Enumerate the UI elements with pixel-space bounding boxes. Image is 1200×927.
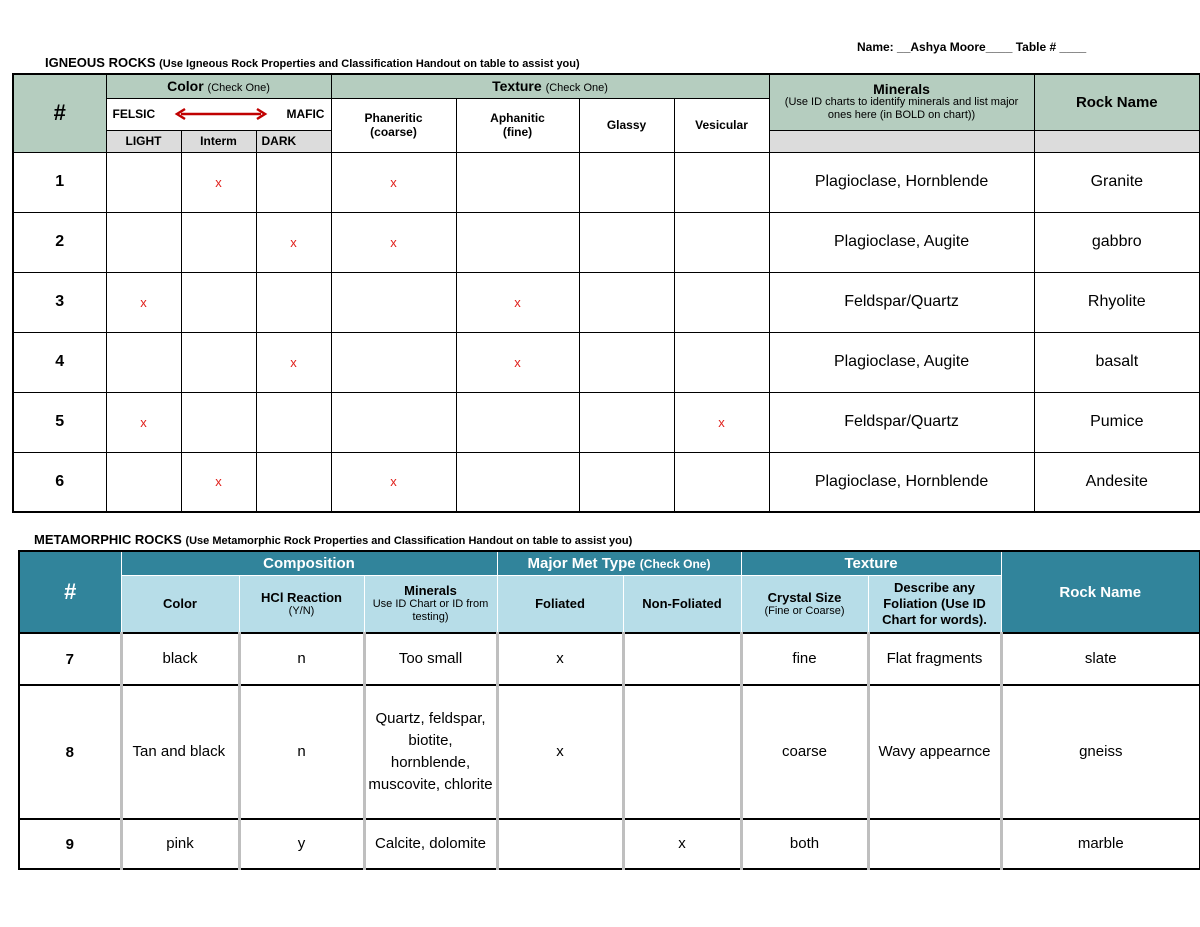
igneous-section-title (45, 55, 580, 70)
metamorphic-row-number: 7 (19, 633, 121, 685)
igneous-check-phan: x (331, 152, 456, 212)
minerals-blank-cell (769, 130, 1034, 152)
metamorphic-row-number: 9 (19, 819, 121, 869)
hcl-header: HCl Reaction (Y/N) (239, 575, 364, 633)
igneous-row (13, 452, 1200, 512)
metamorphic-rockname-header: Rock Name (1001, 551, 1200, 633)
describe-foliation-header: Describe any Foliation (Use ID Chart for words). (868, 575, 1001, 633)
igneous-check-phan (331, 272, 456, 332)
igneous-check-ves (674, 452, 769, 512)
igneous-check-glassy (579, 272, 674, 332)
metamorphic-color-cell: black (121, 633, 239, 685)
metamorphic-foliated-cell: x (497, 633, 623, 685)
aphanitic-header: Aphanitic (fine) (456, 98, 579, 152)
vesicular-header: Vesicular (674, 98, 769, 152)
metamorphic-crystal-cell: coarse (741, 685, 868, 819)
metamorphic-foliated-cell: x (497, 685, 623, 819)
felsic-label: FELSIC (112, 107, 156, 121)
igneous-check-aphan: x (456, 272, 579, 332)
igneous-color-header: Color (Check One) (106, 74, 331, 98)
rockname-blank-cell (1034, 130, 1200, 152)
igneous-check-aphan: x (456, 332, 579, 392)
metamorphic-non-foliated-cell: x (623, 819, 741, 869)
metamorphic-row (19, 819, 1200, 869)
foliated-header: Foliated (497, 575, 623, 633)
igneous-check-phan: x (331, 452, 456, 512)
color-header: Color (121, 575, 239, 633)
igneous-check-interm (181, 212, 256, 272)
igneous-check-phan (331, 392, 456, 452)
glassy-header: Glassy (579, 98, 674, 152)
crystal-size-header: Crystal Size (Fine or Coarse) (741, 575, 868, 633)
igneous-minerals-cell: Plagioclase, Augite (769, 332, 1034, 392)
igneous-minerals-cell: Plagioclase, Augite (769, 212, 1034, 272)
igneous-check-ves: x (674, 392, 769, 452)
igneous-check-dark (256, 452, 331, 512)
light-header: LIGHT (106, 130, 181, 152)
igneous-check-glassy (579, 152, 674, 212)
metamorphic-minerals-cell: Calcite, dolomite (364, 819, 497, 869)
igneous-row (13, 332, 1200, 392)
igneous-rockname-cell: Rhyolite (1034, 272, 1200, 332)
igneous-rockname-cell: basalt (1034, 332, 1200, 392)
igneous-check-interm (181, 392, 256, 452)
igneous-note: (Use Igneous Rock Properties and Classification Handout on table to assist you) (159, 58, 580, 70)
igneous-check-interm (181, 332, 256, 392)
metamorphic-hcl-cell: y (239, 819, 364, 869)
metamorphic-crystal-cell: fine (741, 633, 868, 685)
metamorphic-row (19, 633, 1200, 685)
igneous-rockname-cell: Andesite (1034, 452, 1200, 512)
igneous-check-light (106, 452, 181, 512)
igneous-check-dark: x (256, 332, 331, 392)
igneous-check-ves (674, 272, 769, 332)
metamorphic-hcl-cell: n (239, 633, 364, 685)
metamorphic-title: METAMORPHIC ROCKS (34, 532, 182, 547)
igneous-row (13, 272, 1200, 332)
igneous-row-number: 4 (13, 332, 106, 392)
metamorphic-table (18, 550, 1200, 870)
igneous-check-interm (181, 272, 256, 332)
metamorphic-minerals-cell: Too small (364, 633, 497, 685)
igneous-num-header: # (13, 74, 106, 152)
igneous-table (12, 73, 1200, 513)
igneous-rockname-cell: Pumice (1034, 392, 1200, 452)
metamorphic-foliation-cell: Wavy appearnce (868, 685, 1001, 819)
igneous-check-dark (256, 272, 331, 332)
name-table-line: Name: __Ashya Moore____ Table # ____ (857, 40, 1087, 54)
igneous-check-glassy (579, 452, 674, 512)
igneous-row-number: 6 (13, 452, 106, 512)
felsic-mafic-scale (106, 98, 331, 130)
igneous-check-aphan (456, 212, 579, 272)
metamorphic-color-cell: pink (121, 819, 239, 869)
metamorphic-crystal-cell: both (741, 819, 868, 869)
igneous-check-light (106, 152, 181, 212)
igneous-rockname-cell: gabbro (1034, 212, 1200, 272)
double-arrow-icon (173, 107, 269, 121)
metamorphic-name-cell: marble (1001, 819, 1200, 869)
metamorphic-hcl-cell: n (239, 685, 364, 819)
metamorphic-num-header: # (19, 551, 121, 633)
igneous-title: IGNEOUS ROCKS (45, 55, 156, 70)
igneous-rockname-cell: Granite (1034, 152, 1200, 212)
igneous-rockname-header: Rock Name (1034, 74, 1200, 130)
major-met-header: Major Met Type (Check One) (497, 551, 741, 575)
igneous-check-light: x (106, 392, 181, 452)
igneous-check-glassy (579, 392, 674, 452)
igneous-check-aphan (456, 392, 579, 452)
igneous-check-phan (331, 332, 456, 392)
igneous-check-interm: x (181, 152, 256, 212)
igneous-check-glassy (579, 212, 674, 272)
igneous-row-number: 2 (13, 212, 106, 272)
non-foliated-header: Non-Foliated (623, 575, 741, 633)
igneous-row (13, 152, 1200, 212)
igneous-check-light: x (106, 272, 181, 332)
igneous-minerals-cell: Feldspar/Quartz (769, 392, 1034, 452)
igneous-minerals-cell: Plagioclase, Hornblende (769, 452, 1034, 512)
igneous-texture-header: Texture (Check One) (331, 74, 769, 98)
metamorphic-name-cell: slate (1001, 633, 1200, 685)
dark-header: DARK (256, 130, 331, 152)
igneous-check-ves (674, 152, 769, 212)
metamorphic-row (19, 685, 1200, 819)
igneous-check-ves (674, 332, 769, 392)
igneous-check-aphan (456, 452, 579, 512)
metamorphic-minerals-cell: Quartz, feldspar, biotite, hornblende, muscovite, chlorite (364, 685, 497, 819)
metamorphic-row-number: 8 (19, 685, 121, 819)
igneous-check-glassy (579, 332, 674, 392)
igneous-minerals-cell: Plagioclase, Hornblende (769, 152, 1034, 212)
igneous-row-number: 5 (13, 392, 106, 452)
igneous-row-number: 3 (13, 272, 106, 332)
igneous-check-ves (674, 212, 769, 272)
igneous-row (13, 392, 1200, 452)
metamorphic-note: (Use Metamorphic Rock Properties and Classification Handout on table to assist you) (185, 535, 633, 547)
igneous-row (13, 212, 1200, 272)
igneous-minerals-cell: Feldspar/Quartz (769, 272, 1034, 332)
interm-header: Interm (181, 130, 256, 152)
igneous-check-dark (256, 152, 331, 212)
igneous-check-dark: x (256, 212, 331, 272)
igneous-row-number: 1 (13, 152, 106, 212)
metamorphic-section-title (34, 532, 632, 547)
igneous-minerals-header: Minerals (Use ID charts to identify minerals and list major ones here (in BOLD on chart)) (769, 74, 1034, 130)
igneous-check-light (106, 332, 181, 392)
igneous-check-dark (256, 392, 331, 452)
igneous-check-light (106, 212, 181, 272)
metamorphic-foliation-cell: Flat fragments (868, 633, 1001, 685)
metamorphic-name-cell: gneiss (1001, 685, 1200, 819)
metamorphic-color-cell: Tan and black (121, 685, 239, 819)
metamorphic-non-foliated-cell (623, 685, 741, 819)
igneous-check-phan: x (331, 212, 456, 272)
minerals-header: Minerals Use ID Chart or ID from testing) (364, 575, 497, 633)
metamorphic-non-foliated-cell (623, 633, 741, 685)
mafic-label: MAFIC (286, 107, 325, 121)
texture-header: Texture (741, 551, 1001, 575)
composition-header: Composition (121, 551, 497, 575)
igneous-check-aphan (456, 152, 579, 212)
metamorphic-foliated-cell (497, 819, 623, 869)
phaneritic-header: Phaneritic (coarse) (331, 98, 456, 152)
igneous-check-interm: x (181, 452, 256, 512)
metamorphic-foliation-cell (868, 819, 1001, 869)
